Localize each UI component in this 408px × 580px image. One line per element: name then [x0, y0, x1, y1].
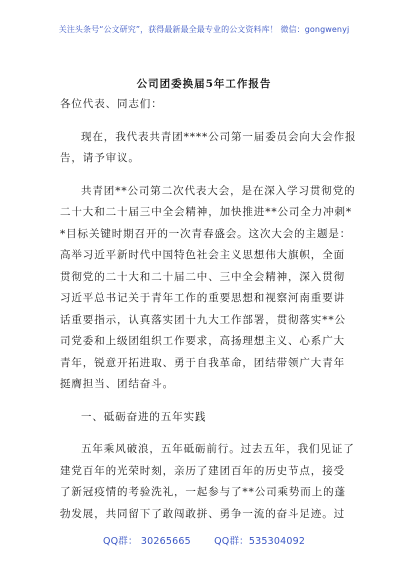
- paragraph-line: 高举习近平新时代中国特色社会主义思想伟大旗帜，全面: [60, 249, 345, 261]
- paragraph-line: 司党委和上级团组织工作要求，高扬理想主义、心系广大: [60, 335, 345, 347]
- paragraph-line: 贯彻党的二十大和二十届二中、三中全会精神，深入贯彻: [60, 270, 345, 283]
- paragraph-line: 二十大和二十届三中全会精神，加快推进**公司全力冲刺*: [60, 206, 353, 218]
- paragraph-line: 五年乘风破浪，五年砥砺前行。过去五年，我们见证了: [81, 443, 355, 455]
- footer: [0, 533, 408, 547]
- paragraph-line: 告，请予审议。: [60, 152, 140, 164]
- paragraph-line: *目标关键时期召开的一次青春盛会。这次大会的主题是：: [60, 227, 352, 240]
- paragraph-line: 挺膺担当、团结奋斗。: [60, 378, 174, 390]
- paragraph-line: 勃发展，共同留下了敢闯敢拼、勇争一流的奋斗足迹。过: [60, 507, 345, 520]
- section-heading: 一、砥砺奋进的五年实践: [81, 410, 207, 423]
- paragraph-line: 青年，锐意开拓进取、勇于自我革命，团结带领广大青年: [60, 356, 345, 369]
- paragraph-line: 习近平总书记关于青年工作的重要思想和视察河南重要讲: [60, 292, 345, 304]
- footer-qq-group-2: QQ群：535304092: [214, 536, 306, 547]
- document-body: [60, 94, 360, 525]
- footer-qq-group-1: QQ群： 30265665: [102, 536, 191, 547]
- salutation: 各位代表、同志们：: [60, 98, 163, 110]
- paragraph-line: 建党百年的光荣时刻，亲历了建团百年的历史节点，接受: [60, 464, 345, 477]
- header-banner: 关注头条号“公文研究”，获得最新最全最专业的公文资料库！ 微信：gongwenyj: [58, 25, 350, 34]
- paragraph-line: 现在，我代表共青团****公司第一届委员会向大会作报: [81, 130, 357, 143]
- document-title: 公司团委换届5年工作报告: [136, 78, 272, 90]
- paragraph-line: 共青团**公司第二次代表大会，是在深入学习贯彻党的: [81, 184, 356, 197]
- paragraph-line: 了新冠疫情的考验洗礼，一起参与了**公司乘势而上的蓬: [60, 486, 346, 498]
- paragraph-line: 话重要指示，认真落实团十九大工作部署，贯彻落实**公: [60, 313, 346, 326]
